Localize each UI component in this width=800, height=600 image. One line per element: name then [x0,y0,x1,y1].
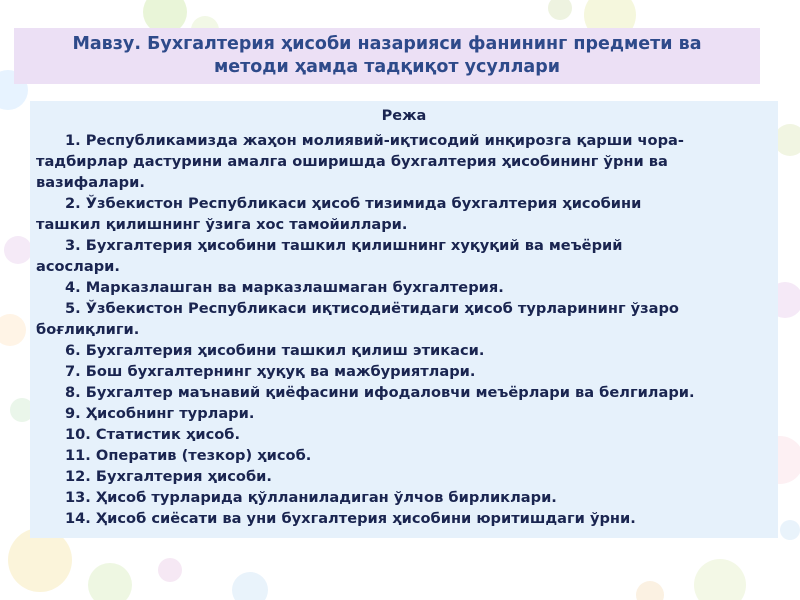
title-banner [14,28,760,84]
plan-item-12: 12. Бухгалтерия ҳисоби. [65,468,272,485]
plan-item-6: 6. Бухгалтерия ҳисобини ташкил қилиш этикаси. [65,342,485,359]
plan-item-5: 5. Ўзбекистон Республикаси иқтисодиётидаги ҳисоб турларининг ўзаро [65,300,679,317]
title-line-1: Мавзу. Бухгалтерия ҳисоби назарияси фанининг предмети ва [72,34,702,54]
plan-panel [30,101,778,538]
plan-item-11: 11. Оператив (тезкор) ҳисоб. [65,447,312,464]
plan-item-8: 8. Бухгалтер маънавий қиёфасини ифодаловчи меъёрлари ва белгилари. [65,384,695,401]
plan-item-1-cont: тадбирлар дастурини амалга оширишда бухгалтерия ҳисобининг ўрни ва [36,153,668,170]
plan-item-1: 1. Республикамизда жаҳон молиявий-иқтисодий инқирозга қарши чора- [65,132,684,149]
plan-item-3: 3. Бухгалтерия ҳисобини ташкил қилишнинг хуқуқий ва меъёрий [65,237,623,254]
plan-item-2: 2. Ўзбекистон Республикаси ҳисоб тизимида бухгалтерия ҳисобини [65,195,642,212]
plan-item-3-cont: асослари. [36,258,120,275]
plan-item-1-cont: вазифалари. [36,174,145,191]
plan-item-10: 10. Статистик ҳисоб. [65,426,241,443]
plan-item-14: 14. Ҳисоб сиёсати ва уни бухгалтерия ҳисобини юритишдаги ўрни. [65,510,636,527]
title-line-2: методи ҳамда тадқиқот усуллари [213,57,561,77]
plan-item-13: 13. Ҳисоб турларида қўлланиладиган ўлчов бирликлари. [65,489,557,506]
plan-item-9: 9. Ҳисобнинг турлари. [65,405,255,422]
plan-item-5-cont: боғлиқлиги. [36,321,140,338]
plan-heading: Режа [381,108,427,124]
plan-item-4: 4. Марказлашган ва марказлашмаган бухгалтерия. [65,279,504,296]
plan-item-7: 7. Бош бухгалтернинг ҳуқуқ ва мажбуриятлари. [65,363,476,380]
plan-item-2-cont: ташкил қилишнинг ўзига хос тамойиллари. [36,216,408,233]
